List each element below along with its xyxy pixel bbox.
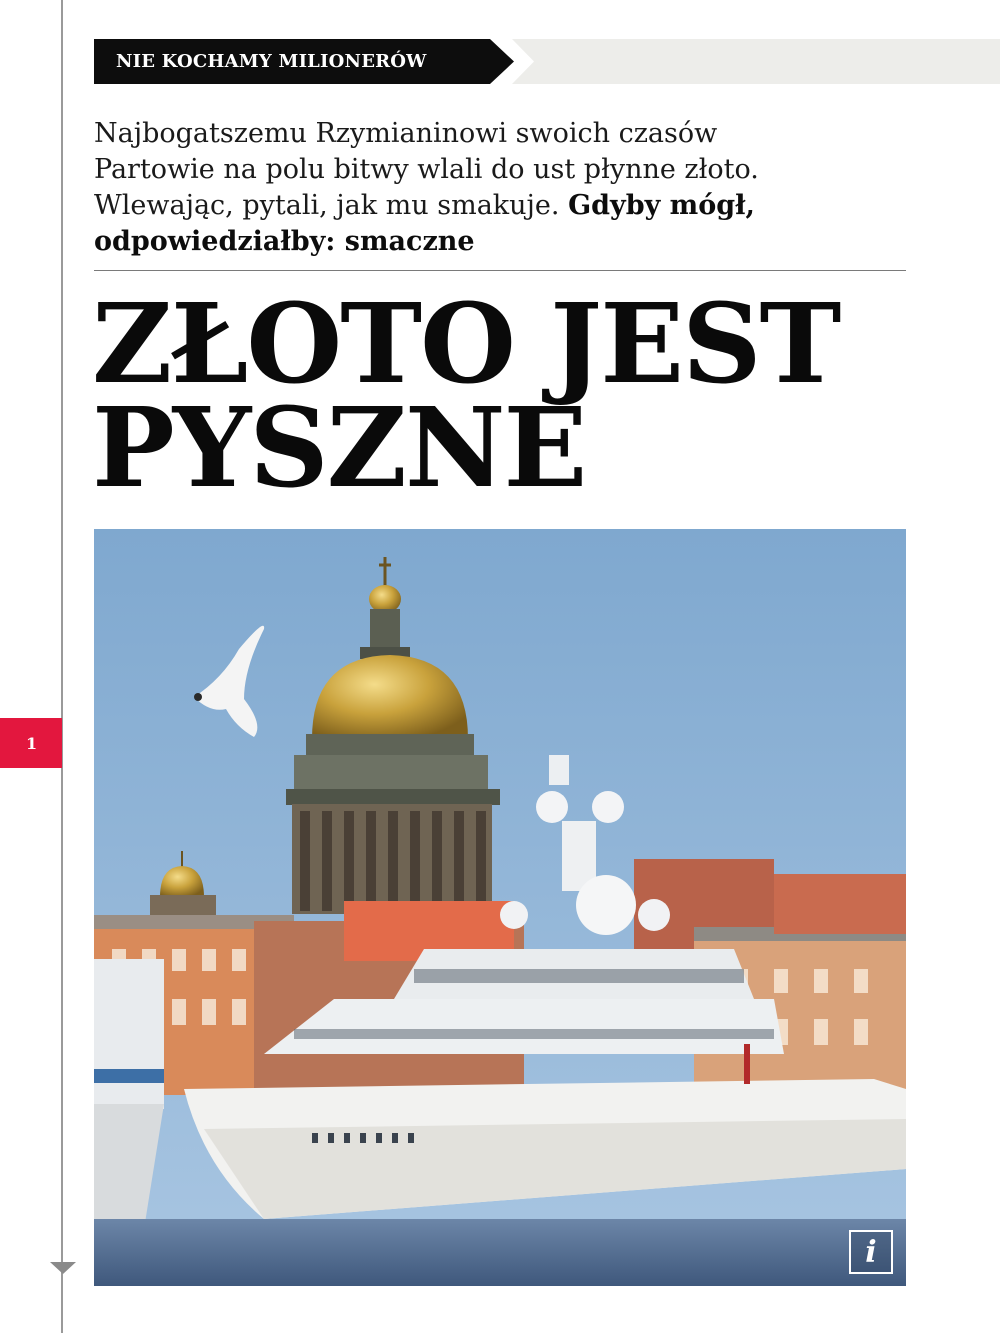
lead-line-4-bold: odpowiedziałby: smaczne [94, 226, 475, 257]
section-header-tail [494, 39, 1000, 84]
headline [92, 279, 952, 512]
headline-line-2: PYSZNE [92, 383, 586, 512]
lead-paragraph [94, 116, 924, 260]
photo-scene [94, 529, 906, 1286]
page-number: 1 [26, 733, 38, 753]
info-icon[interactable]: i [849, 1230, 893, 1274]
lead-line-3 [94, 188, 924, 224]
page-number-tab [0, 718, 62, 768]
down-arrow-icon[interactable] [50, 1262, 76, 1274]
lead-line-4 [94, 224, 924, 260]
section-label: NIE KOCHAMY MILIONERÓW [116, 51, 427, 72]
lead-line-3-bold: Gdyby mógł, [568, 190, 755, 221]
section-header [94, 39, 1000, 84]
headline-line-1: ZŁOTO JEST [92, 279, 840, 408]
lead-line-3-regular: Wlewając, pytali, jak mu smakuje. [94, 190, 569, 221]
margin-line [61, 0, 63, 1333]
article-photo [94, 529, 906, 1286]
divider-rule [94, 270, 906, 271]
lead-line-1: Najbogatszemu Rzymianinowi swoich czasów [94, 118, 718, 149]
river [94, 1219, 906, 1286]
lead-line-2: Partowie na polu bitwy wlali do ust płynne złoto. [94, 154, 759, 185]
